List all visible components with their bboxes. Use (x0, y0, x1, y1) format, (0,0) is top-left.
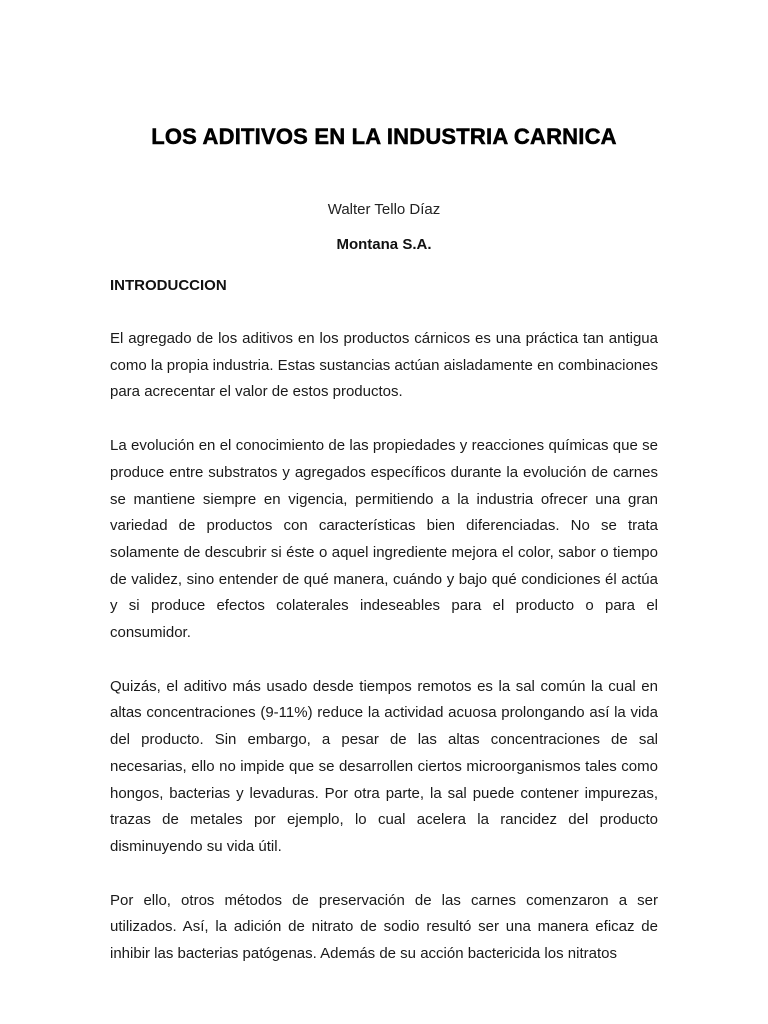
author-name: Walter Tello Díaz (327, 201, 441, 218)
section-heading: INTRODUCCION (110, 277, 227, 294)
paragraph: Quizás, el aditivo más usado desde tiempos remotos es la sal común la cual en altas concentraciones (9-11%) reduce la actividad acuosa prolongando así la vida del producto. Sin embargo, a pesar de las altas concentraciones de sal necesarias, ello no impide que se desarrollen ciertos microorganismos tales como hongos, bacterias y levaduras. Por otra parte, la sal puede contener impurezas, trazas de metales por ejemplo, lo cual acelera la rancidez del producto disminuyendo su vida útil. (110, 677, 658, 855)
paragraph: La evolución en el conocimiento de las propiedades y reacciones químicas que se produce entre substratos y agregados específicos durante la evolución de carnes se mantiene siempre en vigencia, permitiendo a la industria ofrecer una gran variedad de productos con características bien diferenciadas. No se trata solamente de descubrir si éste o aquel ingrediente mejora el color, sabor o tiempo de validez, sino entender de qué manera, cuándo y bajo qué condiciones él actúa y si produce efectos colaterales indeseables para el producto o para el consumidor. (110, 437, 658, 642)
company-name: Montana S.A. (336, 236, 432, 253)
paragraph: Por ello, otros métodos de preservación de las carnes comenzaron a ser utilizados. Así, la adición de nitrato de sodio resultó ser una manera eficaz de inhibir las bacterias patógenas. Además de su acción bactericida los nitratos (110, 891, 658, 963)
paragraph: El agregado de los aditivos en los productos cárnicos es una práctica tan antigua como la propia industria. Estas sustancias actúan aisladamente en combinaciones para acrecentar el valor de estos productos. (110, 330, 658, 401)
body-text (110, 326, 658, 995)
document-title: LOS ADITIVOS EN LA INDUSTRIA CARNICA (151, 124, 617, 149)
